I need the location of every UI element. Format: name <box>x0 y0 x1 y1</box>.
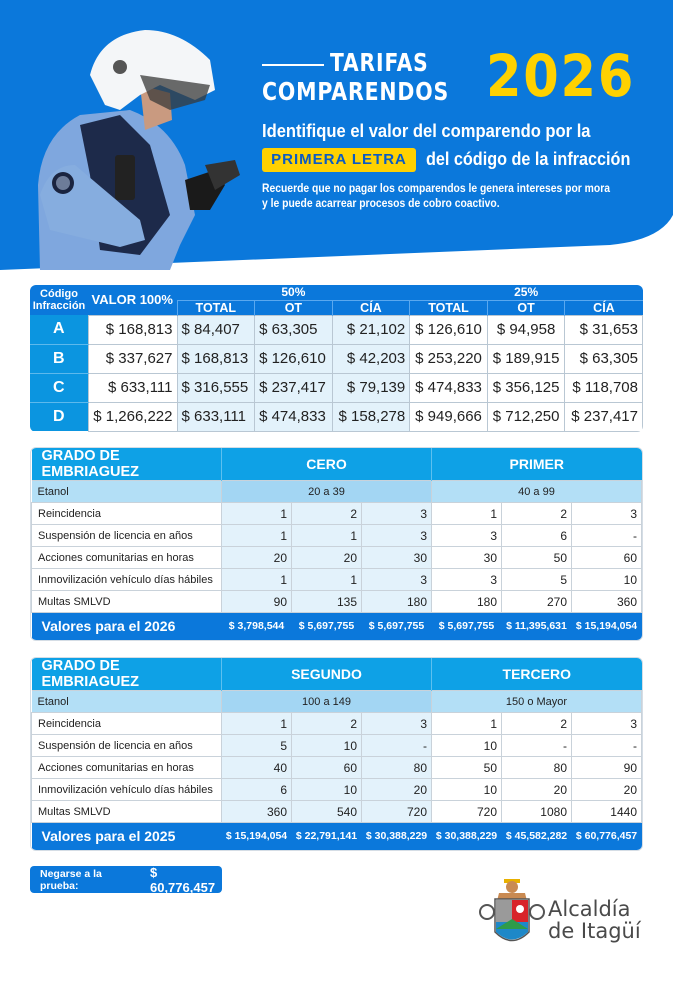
row-label: Acciones comunitarias en horas <box>32 757 222 779</box>
cia-50-cell: $ 79,139 <box>332 373 410 402</box>
sub-header-ot-50: OT <box>255 300 333 315</box>
value-cell: - <box>502 735 572 757</box>
value-cell: 6 <box>502 525 572 547</box>
value-cell: - <box>362 735 432 757</box>
total-25-cell: $ 949,666 <box>410 402 488 431</box>
row-label: Reincidencia <box>32 503 222 525</box>
subtitle-line-1: Identifique el valor del comparendo por la <box>262 121 591 141</box>
title-decor-line <box>262 64 324 66</box>
total-cell: $ 15,194,054 <box>222 823 292 850</box>
table-row <box>32 503 642 525</box>
group-25-header: 25% <box>410 285 643 300</box>
totals-label: Valores para el 2026 <box>32 613 222 640</box>
cia-25-cell: $ 63,305 <box>565 344 643 373</box>
value-cell: 360 <box>222 801 292 823</box>
ot-50-cell: $ 63,305 <box>255 315 333 344</box>
value-cell: 2 <box>292 503 362 525</box>
table-row <box>32 713 642 735</box>
etanol-row <box>32 481 642 503</box>
table-row <box>32 569 642 591</box>
code-cell: D <box>30 402 88 431</box>
sub-header-total-50: TOTAL <box>177 300 255 315</box>
value-cell: 60 <box>572 547 642 569</box>
traffic-officer-photo-icon <box>20 15 250 270</box>
total-cell: $ 45,582,282 <box>502 823 572 850</box>
refuse-test-label: Negarse a la prueba: <box>40 867 102 892</box>
value-cell: 60 <box>292 757 362 779</box>
value-cell: 1440 <box>572 801 642 823</box>
total-50-cell: $ 84,407 <box>177 315 255 344</box>
total-cell: $ 15,194,054 <box>572 613 642 640</box>
group-50-header: 50% <box>177 285 410 300</box>
value-cell: 2 <box>502 713 572 735</box>
cia-50-cell: $ 42,203 <box>332 344 410 373</box>
sub-header-cia-50: CÍA <box>332 300 410 315</box>
value-cell: 3 <box>362 503 432 525</box>
value-cell: 20 <box>502 779 572 801</box>
fines-table <box>30 285 643 432</box>
value-cell: 10 <box>572 569 642 591</box>
row-label: Suspensión de licencia en años <box>32 525 222 547</box>
drunk-table-segundo-tercero <box>30 657 643 851</box>
totals-row <box>32 613 642 640</box>
etanol-row <box>32 691 642 713</box>
value-cell: $ 633,111 <box>88 373 177 402</box>
table-row <box>30 315 643 344</box>
value-cell: 90 <box>222 591 292 613</box>
value-cell: 1 <box>432 713 502 735</box>
total-cell: $ 11,395,631 <box>502 613 572 640</box>
value-cell: 50 <box>432 757 502 779</box>
value-cell: 90 <box>572 757 642 779</box>
row-label: Reincidencia <box>32 713 222 735</box>
row-label: Multas SMLVD <box>32 591 222 613</box>
total-50-cell: $ 316,555 <box>177 373 255 402</box>
code-cell: B <box>30 344 88 373</box>
group-segundo-header: SEGUNDO <box>222 658 432 691</box>
col-code-header: Código Infracción <box>30 285 88 315</box>
value-cell: 20 <box>362 779 432 801</box>
value-cell: 2 <box>502 503 572 525</box>
value-cell: 10 <box>292 779 362 801</box>
primera-letra-badge: PRIMERA LETRA <box>262 148 416 172</box>
sub-header-total-25: TOTAL <box>410 300 488 315</box>
cia-50-cell: $ 158,278 <box>332 402 410 431</box>
totals-row <box>32 823 642 850</box>
table-row <box>32 591 642 613</box>
sub-header-ot-25: OT <box>487 300 565 315</box>
value-cell: 180 <box>362 591 432 613</box>
total-50-cell: $ 168,813 <box>177 344 255 373</box>
value-cell: 30 <box>432 547 502 569</box>
total-cell: $ 5,697,755 <box>432 613 502 640</box>
value-cell: 3 <box>362 525 432 547</box>
logo-text <box>548 898 641 942</box>
value-cell: 3 <box>362 569 432 591</box>
etanol-range-b: 40 a 99 <box>432 481 642 503</box>
col-value-header: VALOR 100% <box>88 285 177 315</box>
value-cell: 80 <box>502 757 572 779</box>
value-cell: 10 <box>292 735 362 757</box>
interest-note-line-1: Recuerde que no pagar los comparendos le genera intereses por mora <box>262 183 610 195</box>
value-cell: 1 <box>292 569 362 591</box>
refuse-test-value: $ 60,776,457 <box>149 864 216 895</box>
title-tarifas: TARIFAS <box>330 48 429 77</box>
cia-50-cell: $ 21,102 <box>332 315 410 344</box>
etanol-label: Etanol <box>32 481 222 503</box>
drunk-table-cero-primer <box>30 447 643 641</box>
value-cell: 1 <box>222 713 292 735</box>
group-primer-header: PRIMER <box>432 448 642 481</box>
row-label: Inmovilización vehículo días hábiles <box>32 569 222 591</box>
value-cell: $ 168,813 <box>88 315 177 344</box>
etanol-label: Etanol <box>32 691 222 713</box>
value-cell: 180 <box>432 591 502 613</box>
total-25-cell: $ 474,833 <box>410 373 488 402</box>
ot-50-cell: $ 237,417 <box>255 373 333 402</box>
group-cero-header: CERO <box>222 448 432 481</box>
value-cell: 10 <box>432 779 502 801</box>
code-cell: A <box>30 315 88 344</box>
value-cell: 20 <box>572 779 642 801</box>
table-row <box>30 402 643 431</box>
value-cell: 30 <box>362 547 432 569</box>
value-cell: 80 <box>362 757 432 779</box>
row-label: Suspensión de licencia en años <box>32 735 222 757</box>
value-cell: 20 <box>292 547 362 569</box>
interest-note <box>262 182 610 212</box>
table-row <box>32 735 642 757</box>
value-cell: 10 <box>432 735 502 757</box>
table-row <box>32 525 642 547</box>
value-cell: 360 <box>572 591 642 613</box>
value-cell: 40 <box>222 757 292 779</box>
hero-banner <box>0 0 673 270</box>
ot-50-cell: $ 474,833 <box>255 402 333 431</box>
ot-25-cell: $ 189,915 <box>487 344 565 373</box>
total-cell: $ 3,798,544 <box>222 613 292 640</box>
cia-25-cell: $ 118,708 <box>565 373 643 402</box>
value-cell: 1080 <box>502 801 572 823</box>
row-label: Multas SMLVD <box>32 801 222 823</box>
value-cell: 20 <box>222 547 292 569</box>
value-cell: 5 <box>222 735 292 757</box>
value-cell: 720 <box>432 801 502 823</box>
value-cell: 1 <box>292 525 362 547</box>
value-cell: 270 <box>502 591 572 613</box>
value-cell: 50 <box>502 547 572 569</box>
value-cell: - <box>572 735 642 757</box>
grado-header: GRADO DE EMBRIAGUEZ <box>32 448 222 481</box>
value-cell: 135 <box>292 591 362 613</box>
table-row <box>30 344 643 373</box>
value-cell: - <box>572 525 642 547</box>
value-cell: 3 <box>432 525 502 547</box>
value-cell: $ 1,266,222 <box>88 402 177 431</box>
value-cell: 1 <box>432 503 502 525</box>
etanol-range-a: 20 a 39 <box>222 481 432 503</box>
refuse-test-badge <box>30 866 222 893</box>
total-25-cell: $ 253,220 <box>410 344 488 373</box>
code-cell: C <box>30 373 88 402</box>
value-cell: 720 <box>362 801 432 823</box>
value-cell: 5 <box>502 569 572 591</box>
value-cell: $ 337,627 <box>88 344 177 373</box>
value-cell: 540 <box>292 801 362 823</box>
ot-25-cell: $ 356,125 <box>487 373 565 402</box>
cia-25-cell: $ 237,417 <box>565 402 643 431</box>
ot-50-cell: $ 126,610 <box>255 344 333 373</box>
total-cell: $ 60,776,457 <box>572 823 642 850</box>
title-year: 2026 <box>486 42 636 110</box>
value-cell: 3 <box>572 503 642 525</box>
logo-line-2: de Itagüí <box>548 919 641 943</box>
table-row <box>30 373 643 402</box>
total-cell: $ 5,697,755 <box>362 613 432 640</box>
table-row <box>32 801 642 823</box>
etanol-range-a: 100 a 149 <box>222 691 432 713</box>
table-row <box>32 779 642 801</box>
value-cell: 3 <box>432 569 502 591</box>
row-label: Inmovilización vehículo días hábiles <box>32 779 222 801</box>
total-cell: $ 30,388,229 <box>432 823 502 850</box>
subtitle-line-2: del código de la infracción <box>426 149 631 169</box>
grado-header: GRADO DE EMBRIAGUEZ <box>32 658 222 691</box>
row-label: Acciones comunitarias en horas <box>32 547 222 569</box>
table-row <box>32 757 642 779</box>
total-cell: $ 22,791,141 <box>292 823 362 850</box>
etanol-range-b: 150 o Mayor <box>432 691 642 713</box>
ot-25-cell: $ 712,250 <box>487 402 565 431</box>
value-cell: 1 <box>222 525 292 547</box>
total-50-cell: $ 633,111 <box>177 402 255 431</box>
sub-header-cia-25: CÍA <box>565 300 643 315</box>
group-tercero-header: TERCERO <box>432 658 642 691</box>
total-25-cell: $ 126,610 <box>410 315 488 344</box>
ot-25-cell: $ 94,958 <box>487 315 565 344</box>
value-cell: 3 <box>572 713 642 735</box>
cia-25-cell: $ 31,653 <box>565 315 643 344</box>
value-cell: 1 <box>222 503 292 525</box>
value-cell: 3 <box>362 713 432 735</box>
interest-note-line-2: y le puede acarrear procesos de cobro coactivo. <box>262 198 500 210</box>
value-cell: 2 <box>292 713 362 735</box>
title-comparendos: COMPARENDOS <box>262 77 450 106</box>
table-row <box>32 547 642 569</box>
value-cell: 6 <box>222 779 292 801</box>
logo-line-1: Alcaldía <box>548 897 631 921</box>
value-cell: 1 <box>222 569 292 591</box>
total-cell: $ 5,697,755 <box>292 613 362 640</box>
totals-label: Valores para el 2025 <box>32 823 222 850</box>
total-cell: $ 30,388,229 <box>362 823 432 850</box>
